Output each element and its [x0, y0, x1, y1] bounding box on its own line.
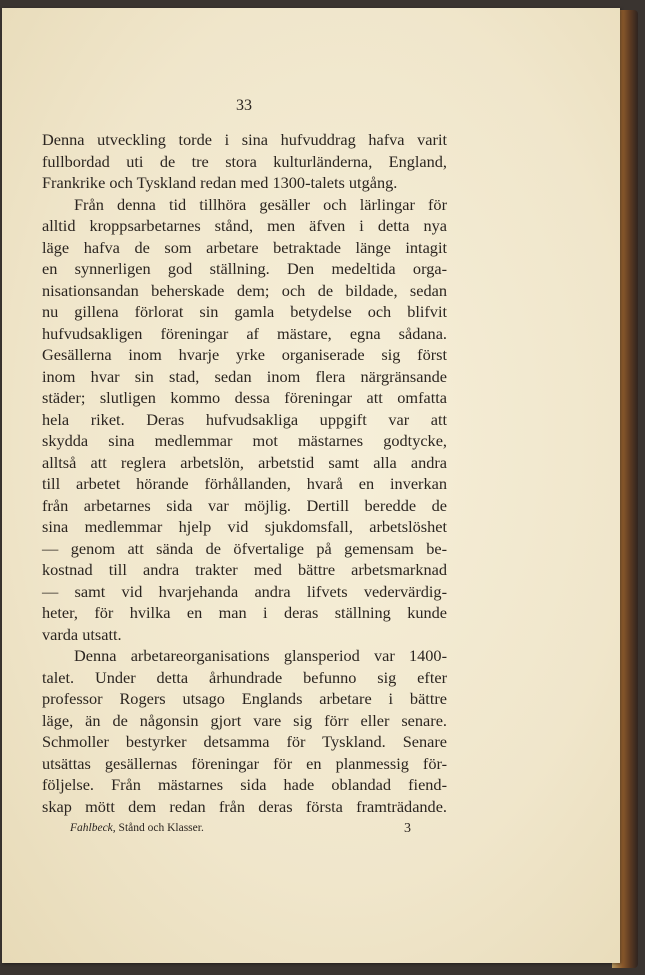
text-line: Denna utveckling torde i sina hufvuddrag hafva varit: [42, 130, 447, 149]
signature-mark: 3: [404, 821, 411, 836]
text-line: talet. Under detta århundrade befunno sig efter: [42, 667, 447, 687]
text-line: skap mött dem redan från deras första framträdande.: [42, 796, 447, 816]
text-line: varda utsatt.: [42, 624, 122, 644]
text-line: utsättas gesällernas föreningar för en planmessig för-: [42, 753, 447, 773]
text-line: skydda sina medlemmar mot mästarnes godtycke,: [42, 431, 447, 450]
text-line: följelse. Från mästarnes sida hade oblandad fiend-: [42, 775, 447, 794]
footer-title: [70, 822, 204, 834]
text-line: Från denna tid tillhöra gesäller och lärlingar för: [74, 194, 447, 214]
text-line: sina medlemmar hjelp vid sjukdomsfall, arbetslöshet: [42, 517, 447, 536]
text-line: till arbetet hörande förhållanden, hvarå en inverkan: [42, 474, 447, 493]
footer-author: Fahlbeck,: [70, 822, 116, 834]
text-line: läge hafva de som arbetare betraktade länge intagit: [42, 237, 447, 257]
text-line: heter, för hvilka en man i deras ställning kunde: [42, 603, 447, 622]
text-line: läge, än de någonsin gjort vare sig förr eller senare.: [42, 710, 447, 730]
text-line: Denna arbetareorganisations glansperiod var 1400-: [74, 646, 447, 665]
text-line: nisationsandan beherskade dem; och de bildade, sedan: [42, 280, 447, 300]
text-line: — samt vid hvarjehanda andra lifvets vedervärdig-: [42, 581, 447, 601]
body-text: [42, 129, 447, 817]
text-line: en synnerligen god ställning. Den medeltida orga-: [42, 259, 447, 278]
text-line: professor Rogers utsago Englands arbetare i bättre: [42, 689, 447, 708]
text-line: städer; slutligen kommo dessa föreningar att omfatta: [42, 388, 447, 407]
text-line: alltså att reglera arbetslön, arbetstid samt alla andra: [42, 452, 447, 472]
text-line: Gesällerna inom hvarje yrke organiserade sig först: [42, 345, 447, 364]
footer-book-title: Stånd och Klasser.: [115, 822, 204, 834]
text-line: Schmoller bestyrker detsamma för Tyskland. Senare: [42, 732, 447, 751]
text-line: hufvudsakligen föreningar af mästare, egna sådana.: [42, 323, 447, 343]
text-line: Frankrike och Tyskland redan med 1300-talets utgång.: [42, 173, 398, 192]
text-line: alltid kroppsarbetarnes stånd, men äfven i detta nya: [42, 216, 447, 235]
text-line: nu gillena förlorat sin gamla betydelse och blifvit: [42, 302, 447, 321]
page-number: 33: [236, 97, 252, 114]
text-line: — genom att sända de öfvertalige på gemensam be-: [42, 538, 447, 558]
text-line: hela riket. Deras hufvudsakliga uppgift var att: [42, 409, 447, 429]
text-line: från arbetarnes sida var möjlig. Dertill beredde de: [42, 495, 447, 515]
text-line: inom hvar sin stad, sedan inom flera närgränsande: [42, 366, 447, 386]
book-page: [2, 8, 620, 963]
text-line: kostnad till andra trakter med bättre arbetsmarknad: [42, 560, 447, 579]
text-line: fullbordad uti de tre stora kulturländerna, England,: [42, 151, 447, 171]
